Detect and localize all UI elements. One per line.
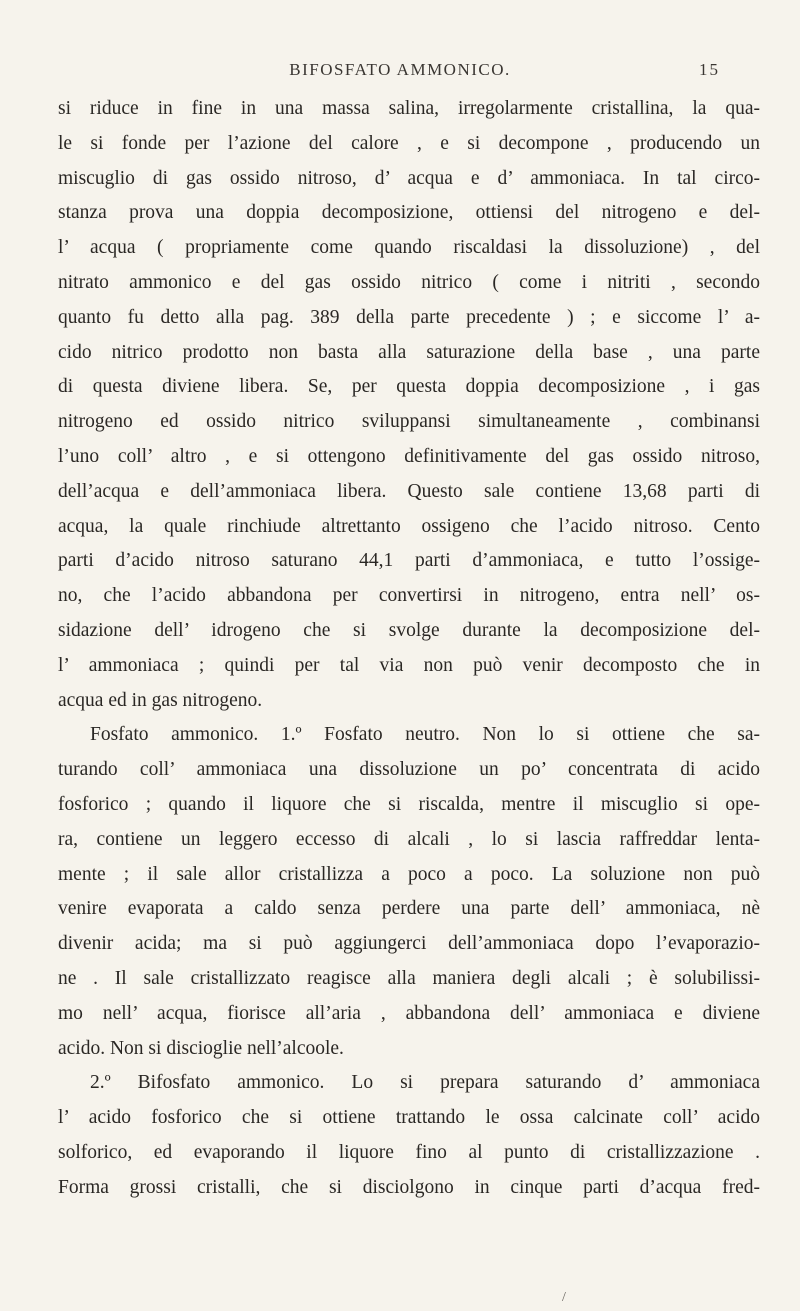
text-line: solforico, ed evaporando il liquore fino al punto di cristallizzazione .: [58, 1141, 760, 1163]
text-line: l’ acqua ( propriamente come quando riscaldasi la dissoluzione) , del: [58, 237, 760, 259]
body-text: [58, 92, 760, 1206]
page-header: [0, 58, 800, 88]
text-line: si riduce in fine in una massa salina, irregolarmente cristallina, la qua-: [58, 98, 760, 119]
text-line: ne . Il sale cristallizzato reagisce alla maniera degli alcali ; è solubilissi-: [58, 967, 760, 989]
text-line: stanza prova una doppia decomposizione, ottiensi del nitrogeno e del-: [58, 202, 760, 224]
text-line: miscuglio di gas ossido nitroso, d’ acqua e d’ ammoniaca. In tal circo-: [58, 167, 760, 189]
text-line: le si fonde per l’azione del calore , e si decompone , producendo un: [58, 132, 760, 154]
text-line: venire evaporata a caldo senza perdere una parte dell’ ammoniaca, nè: [58, 898, 760, 920]
text-line: acido. Non si discioglie nell’alcoole.: [58, 1037, 344, 1059]
text-line: Fosfato ammonico. 1.º Fosfato neutro. Non lo si ottiene che sa-: [90, 724, 760, 746]
text-line: mente ; il sale allor cristallizza a poco a poco. La soluzione non può: [58, 863, 760, 885]
text-line: l’ ammoniaca ; quindi per tal via non può venir decomposto che in: [58, 654, 760, 676]
text-line: acqua ed in gas nitrogeno.: [58, 689, 263, 711]
text-line: l’ acido fosforico che si ottiene trattando le ossa calcinate coll’ acido: [58, 1107, 760, 1129]
text-line: 2.º Bifosfato ammonico. Lo si prepara saturando d’ ammoniaca: [90, 1072, 760, 1094]
text-line: mo nell’ acqua, fiorisce all’aria , abbandona dell’ ammoniaca e diviene: [58, 1002, 760, 1024]
text-line: fosforico ; quando il liquore che si riscalda, mentre il miscuglio si ope-: [58, 793, 760, 815]
text-line: no, che l’acido abbandona per convertirsi in nitrogeno, entra nell’ os-: [58, 585, 760, 607]
footer-mark: /: [562, 1290, 566, 1305]
text-line: dell’acqua e dell’ammoniaca libera. Questo sale contiene 13,68 parti di: [58, 480, 760, 502]
text-line: Forma grossi cristalli, che si disciolgono in cinque parti d’acqua fred-: [58, 1176, 760, 1198]
text-line: cido nitrico prodotto non basta alla saturazione della base , una parte: [58, 341, 760, 363]
text-line: turando coll’ ammoniaca una dissoluzione un po’ concentrata di acido: [58, 759, 760, 781]
text-line: quanto fu detto alla pag. 389 della parte precedente ) ; e siccome l’ a-: [58, 306, 760, 328]
running-head: BIFOSFATO AMMONICO.: [289, 60, 511, 79]
text-line: l’uno coll’ altro , e si ottengono definitivamente del gas ossido nitroso,: [58, 445, 760, 467]
text-line: di questa diviene libera. Se, per questa doppia decomposizione , i gas: [58, 376, 760, 398]
text-line: nitrogeno ed ossido nitrico sviluppansi simultaneamente , combinansi: [58, 411, 760, 433]
text-line: sidazione dell’ idrogeno che si svolge durante la decomposizione del-: [58, 619, 760, 641]
text-line: parti d’acido nitroso saturano 44,1 parti d’ammoniaca, e tutto l’ossige-: [58, 550, 760, 572]
text-line: nitrato ammonico e del gas ossido nitrico ( come i nitriti , secondo: [58, 271, 760, 293]
page-number: 15: [699, 60, 720, 79]
text-line: ra, contiene un leggero eccesso di alcali , lo si lascia raffreddar lenta-: [58, 828, 760, 850]
text-line: divenir acida; ma si può aggiungerci dell’ammoniaca dopo l’evaporazio-: [58, 933, 760, 955]
text-line: acqua, la quale rinchiude altrettanto ossigeno che l’acido nitroso. Cento: [58, 515, 760, 537]
